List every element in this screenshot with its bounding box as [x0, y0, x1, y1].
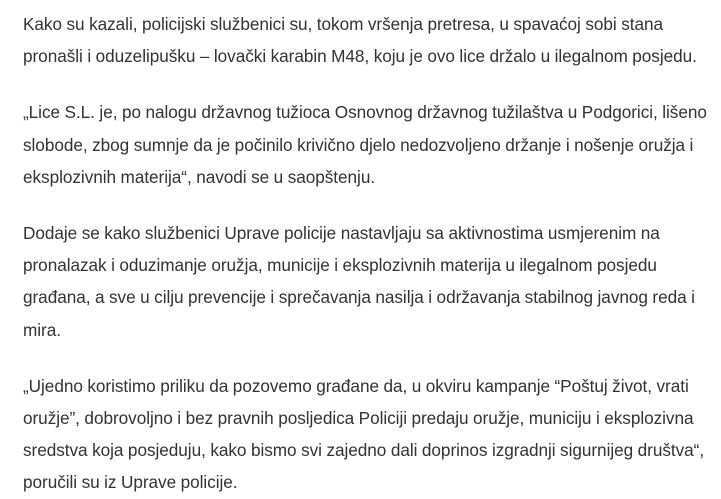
article-paragraph: Dodaje se kako službenici Uprave policije nastavljaju sa aktivnostima usmjerenim na pronalazak i oduzimanje oružja, municije i eksplozivnih materija u ilegalnom posjedu građana, a sve u cilju prevencije i sprečavanja nasilja i održavanja stabilnog javnog reda i mira. — [23, 223, 695, 340]
article-paragraph: „Lice S.L. je, po nalogu državnog tužioca Osnovnog državnog tužilaštva u Podgorici, lišeno slobode, zbog sumnje da je počinilo krivično djelo nedozvoljeno držanje i nošenje oružja i eksplozivnih materija“, navodi se u saopštenju. — [23, 102, 707, 187]
article-paragraph: Kako su kazali, policijski službenici su, tokom vršenja pretresa, u spavaćoj sobi stana pronašli i oduzelipušku – lovački karabin M48, koju je ovo lice držalo u ilegalnom posjedu. — [23, 14, 697, 67]
article-paragraph: „Ujedno koristimo priliku da pozovemo građane da, u okviru kampanje “Poštuj život, vrati oružje”, dobrovoljno i bez pravnih posljedica Policiji predaju oružje, municiju i eksplozivna sredstva koja posjeduju, kako bismo svi zajedno dali doprinos izgradnji sigurnijeg društva“, poručili su iz Uprave policije. — [23, 375, 705, 493]
